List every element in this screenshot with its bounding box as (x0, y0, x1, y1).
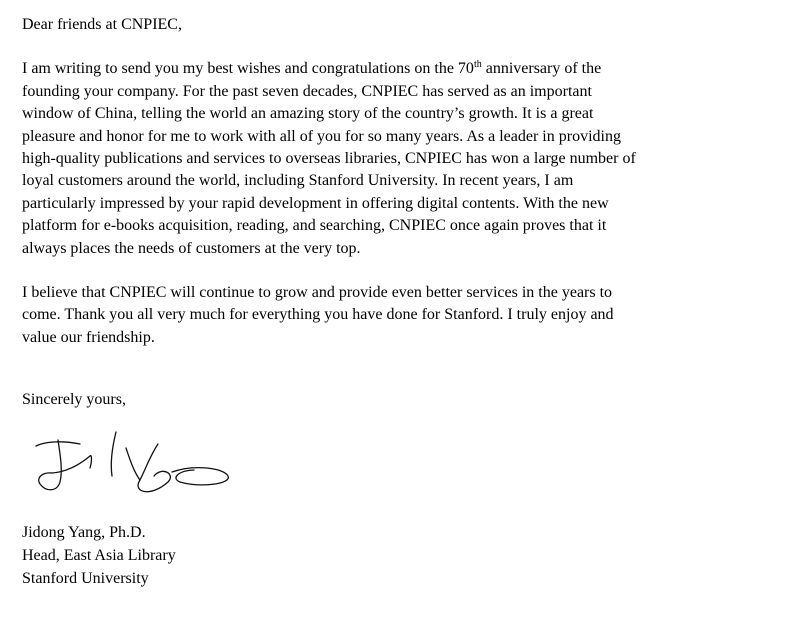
signer-organization: Stanford University (22, 569, 149, 587)
greeting: Dear friends at CNPIEC, (22, 16, 182, 33)
paragraph-1-line: pleasure and honor for me to work with all of you for so many years. As a leader in providing (22, 127, 621, 145)
paragraph-1-line: loyal customers around the world, including Stanford University. In recent years, I am (22, 172, 574, 190)
paragraph-2-line: value our friendship. (22, 328, 155, 346)
signer-title: Head, East Asia Library (22, 546, 176, 564)
paragraph-1-line: always places the needs of customers at the very top. (22, 239, 361, 257)
handwritten-signature (30, 426, 240, 501)
paragraph-1-line-1 (22, 58, 772, 80)
paragraph-2-line: come. Thank you all very much for everything you have done for Stanford. I truly enjoy and (22, 306, 614, 324)
paragraph-1-line: particularly impressed by your rapid development in offering digital contents. With the new (22, 194, 609, 212)
paragraph-1-line: platform for e-books acquisition, reading, and searching, CNPIEC once again proves that it (22, 217, 607, 235)
letter-body (22, 14, 772, 590)
paragraph-2 (22, 282, 772, 349)
paragraph-1-line-1-start: I am writing to send you my best wishes and congratulations on the 70 (22, 60, 474, 78)
ordinal-suffix: th (473, 59, 482, 71)
signer-name: Jidong Yang, Ph.D. (22, 523, 146, 541)
paragraph-1 (22, 58, 772, 260)
closing: Sincerely yours, (22, 391, 126, 409)
signature-block (22, 521, 772, 590)
paragraph-1-line: high-quality publications and services to overseas libraries, CNPIEC has won a large number of (22, 150, 636, 168)
paragraph-1-line: founding your company. For the past seven decades, CNPIEC has served as an important (22, 82, 592, 100)
paragraph-1-line: window of China, telling the world an amazing story of the country’s growth. It is a great (22, 105, 594, 123)
paragraph-2-line: I believe that CNPIEC will continue to grow and provide even better services in the years to (22, 284, 613, 302)
paragraph-1-line-1-end: anniversary of the (481, 60, 602, 78)
